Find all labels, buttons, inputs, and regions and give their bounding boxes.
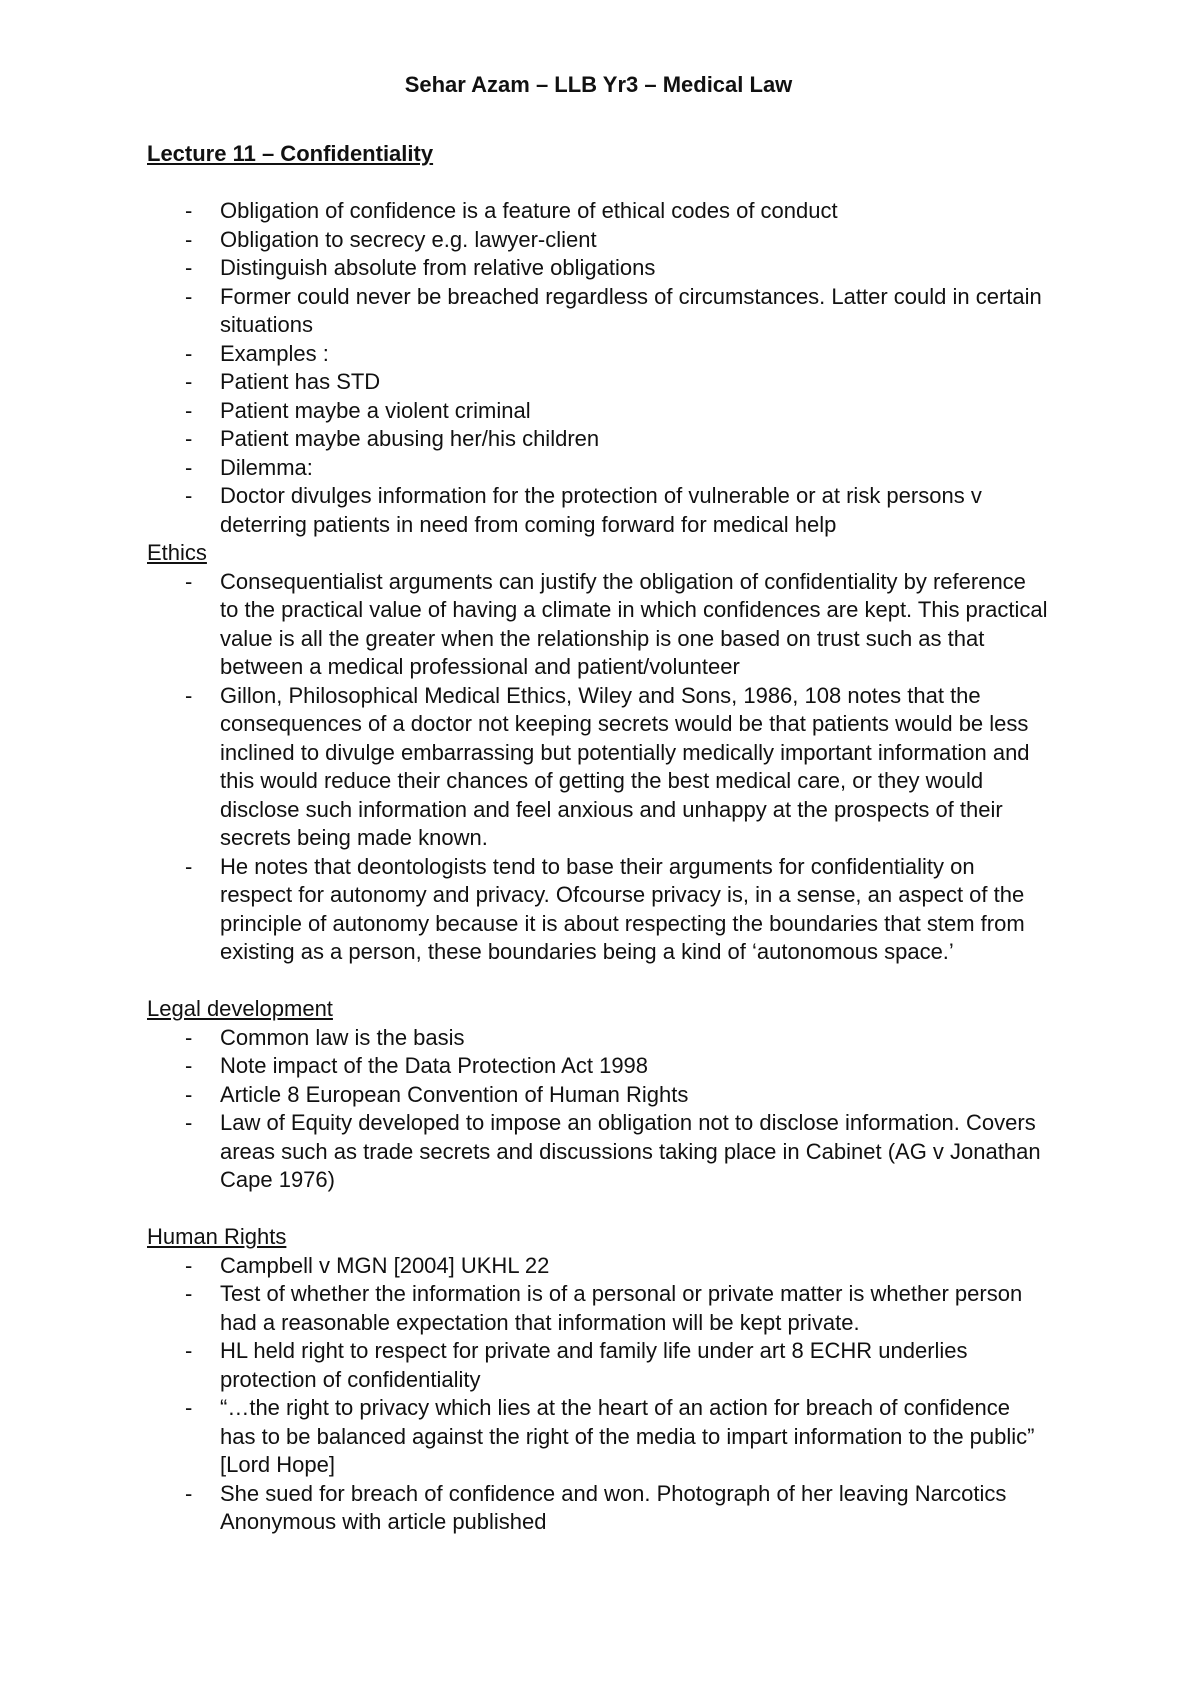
ethics-heading: Ethics — [147, 540, 207, 565]
list-item: - Obligation of confidence is a feature of ethical codes of conduct — [147, 197, 1050, 226]
list-item: - Former could never be breached regardless of circumstances. Latter could in certain situations — [147, 283, 1050, 340]
list-item: - Test of whether the information is of a personal or private matter is whether person had a reasonable expectation that information will be kept private. — [147, 1280, 1050, 1337]
list-item: - Distinguish absolute from relative obligations — [147, 254, 1050, 283]
list-item: - HL held right to respect for private and family life under art 8 ECHR underlies protection of confidentiality — [147, 1337, 1050, 1394]
list-item: - Patient has STD — [147, 368, 1050, 397]
human-rights-list — [147, 1252, 1050, 1537]
list-item: - Examples : — [147, 340, 1050, 369]
lecture-heading: Lecture 11 – Confidentiality — [147, 141, 434, 166]
list-item: - Common law is the basis — [147, 1024, 1050, 1053]
list-item: - Law of Equity developed to impose an obligation not to disclose information. Covers areas such as trade secrets and discussions taking place in Cabinet (AG v Jonathan Cape 1976) — [147, 1109, 1050, 1195]
list-item: - Dilemma: — [147, 454, 1050, 483]
list-item: - Article 8 European Convention of Human Rights — [147, 1081, 1050, 1110]
human-rights-heading: Human Rights — [147, 1224, 287, 1249]
spacer — [147, 1195, 1050, 1224]
document-title: Sehar Azam – LLB Yr3 – Medical Law — [404, 72, 793, 97]
list-item: - Note impact of the Data Protection Act 1998 — [147, 1052, 1050, 1081]
spacer — [147, 169, 1050, 198]
list-item: - Campbell v MGN [2004] UKHL 22 — [147, 1252, 1050, 1281]
list-item: - Gillon, Philosophical Medical Ethics, Wiley and Sons, 1986, 108 notes that the consequences of a doctor not keeping secrets would be that patients would be less inclined to divulge embarrassing but potentially medically important information and this would reduce their chances of getting the best medical care, or they would disclose such information and feel anxious and unhappy at the prospects of their secrets being made known. — [147, 682, 1050, 853]
list-item: - Patient maybe abusing her/his children — [147, 425, 1050, 454]
list-item: - Consequentialist arguments can justify the obligation of confidentiality by reference to the practical value of having a climate in which confidences are kept. This practical value is all the greater when the relationship is one based on trust such as that between a medical professional and patient/volunteer — [147, 568, 1050, 682]
legal-development-heading: Legal development — [147, 996, 333, 1021]
list-item: - He notes that deontologists tend to base their arguments for confidentiality on respect for autonomy and privacy. Ofcourse privacy is, in a sense, an aspect of the principle of autonomy because it is about respecting the boundaries that stem from existing as a person, these boundaries being a kind of ‘autonomous space.’ — [147, 853, 1050, 967]
lecture-list — [147, 197, 1050, 539]
list-item: - Doctor divulges information for the protection of vulnerable or at risk persons v deterring patients in need from coming forward for medical help — [147, 482, 1050, 539]
list-item: - “…the right to privacy which lies at the heart of an action for breach of confidence has to be balanced against the right of the media to impart information to the public” [Lord Hope] — [147, 1394, 1050, 1480]
list-item: - Patient maybe a violent criminal — [147, 397, 1050, 426]
legal-development-list — [147, 1024, 1050, 1195]
ethics-list — [147, 568, 1050, 967]
list-item: - She sued for breach of confidence and won. Photograph of her leaving Narcotics Anonymous with article published — [147, 1480, 1050, 1537]
spacer — [147, 967, 1050, 996]
list-item: - Obligation to secrecy e.g. lawyer-client — [147, 226, 1050, 255]
